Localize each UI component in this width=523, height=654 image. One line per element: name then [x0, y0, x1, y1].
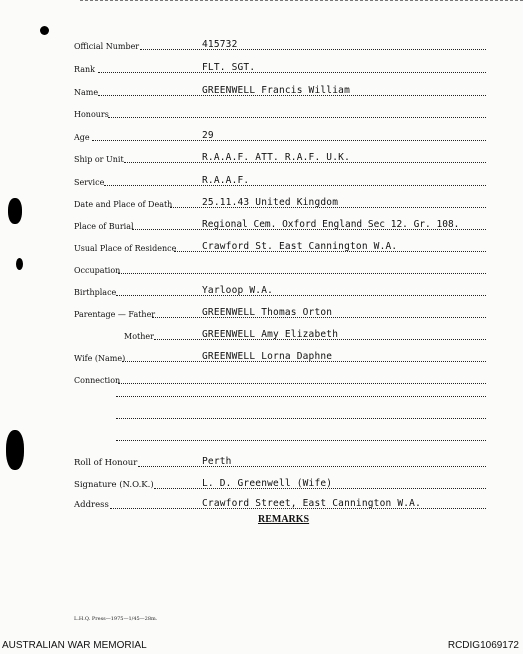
mother-label: Mother — [124, 332, 154, 341]
printer-imprint: L.H.Q. Press—1975—1/45—28m. — [74, 616, 158, 622]
birthplace-value: Yarloop W.A. — [202, 285, 274, 296]
row-mother — [74, 326, 486, 342]
wife-value: GREENWELL Lorna Daphne — [202, 351, 333, 362]
age-value: 29 — [202, 130, 214, 141]
place-of-burial-label: Place of Burial — [74, 222, 134, 231]
row-connection — [74, 370, 486, 386]
row-service — [74, 172, 486, 188]
row-usual-residence — [74, 238, 486, 254]
row-occupation — [74, 260, 486, 276]
date-place-death-value: 25.11.43 United Kingdom — [202, 197, 339, 208]
row-ship-or-unit — [74, 149, 486, 165]
row-rank — [74, 59, 486, 75]
rank-value: FLT. SGT. — [202, 62, 256, 73]
row-date-place-death — [74, 194, 486, 210]
perforation-line — [80, 0, 523, 3]
service-value: R.A.A.F. — [202, 175, 250, 186]
row-signature — [74, 475, 486, 491]
connection-label: Connection — [74, 376, 121, 385]
connection-line-3 — [116, 418, 486, 419]
rank-label: Rank — [74, 65, 95, 74]
age-label: Age — [74, 133, 90, 142]
signature-value: L. D. Greenwell (Wife) — [202, 478, 333, 489]
connection-line-4 — [116, 440, 486, 441]
father-value: GREENWELL Thomas Orton — [202, 307, 333, 318]
honours-label: Honours — [74, 110, 109, 119]
official-number-label: Official Number — [74, 42, 140, 51]
date-place-death-label: Date and Place of Death — [74, 200, 173, 209]
row-age — [74, 127, 486, 143]
service-label: Service — [74, 178, 105, 187]
punch-hole-top — [40, 26, 49, 35]
row-honours — [74, 104, 486, 120]
ship-or-unit-label: Ship or Unit — [74, 155, 124, 164]
place-of-burial-value: Regional Cem. Oxford England Sec 12. Gr. 108. — [202, 219, 460, 230]
usual-residence-value: Crawford St. East Cannington W.A. — [202, 241, 398, 252]
name-value: GREENWELL Francis William — [202, 85, 350, 96]
remarks-heading: REMARKS — [258, 514, 310, 525]
row-place-of-burial — [74, 216, 486, 232]
ship-or-unit-value: R.A.A.F. ATT. R.A.F. U.K. — [202, 152, 350, 163]
mother-value: GREENWELL Amy Elizabeth — [202, 329, 339, 340]
occupation-label: Occupation — [74, 266, 121, 275]
row-birthplace — [74, 282, 486, 298]
row-father — [74, 304, 486, 320]
usual-residence-label: Usual Place of Residence — [74, 244, 177, 253]
row-wife — [74, 348, 486, 364]
birthplace-label: Birthplace — [74, 288, 117, 297]
row-name — [74, 82, 486, 98]
father-label: Parentage — Father — [74, 310, 156, 319]
roll-of-honour-value: Perth — [202, 456, 232, 467]
row-address — [74, 495, 486, 511]
address-label: Address — [74, 500, 109, 510]
connection-line-2 — [116, 396, 486, 397]
roll-of-honour-label: Roll of Honour — [74, 458, 138, 468]
row-roll-of-honour — [74, 453, 486, 469]
name-label: Name — [74, 88, 99, 97]
punch-hole-small — [16, 258, 23, 270]
wife-label: Wife (Name) — [74, 354, 126, 363]
footer-record-id: RCDIG1069172 — [447, 640, 519, 651]
punch-hole-bottom — [6, 430, 24, 470]
footer-institution: AUSTRALIAN WAR MEMORIAL — [2, 640, 147, 651]
address-value: Crawford Street, East Cannington W.A. — [202, 498, 422, 509]
signature-label: Signature (N.O.K.) — [74, 480, 154, 490]
punch-hole-middle — [8, 198, 22, 224]
row-official-number — [74, 36, 486, 52]
official-number-value: 415732 — [202, 39, 238, 50]
